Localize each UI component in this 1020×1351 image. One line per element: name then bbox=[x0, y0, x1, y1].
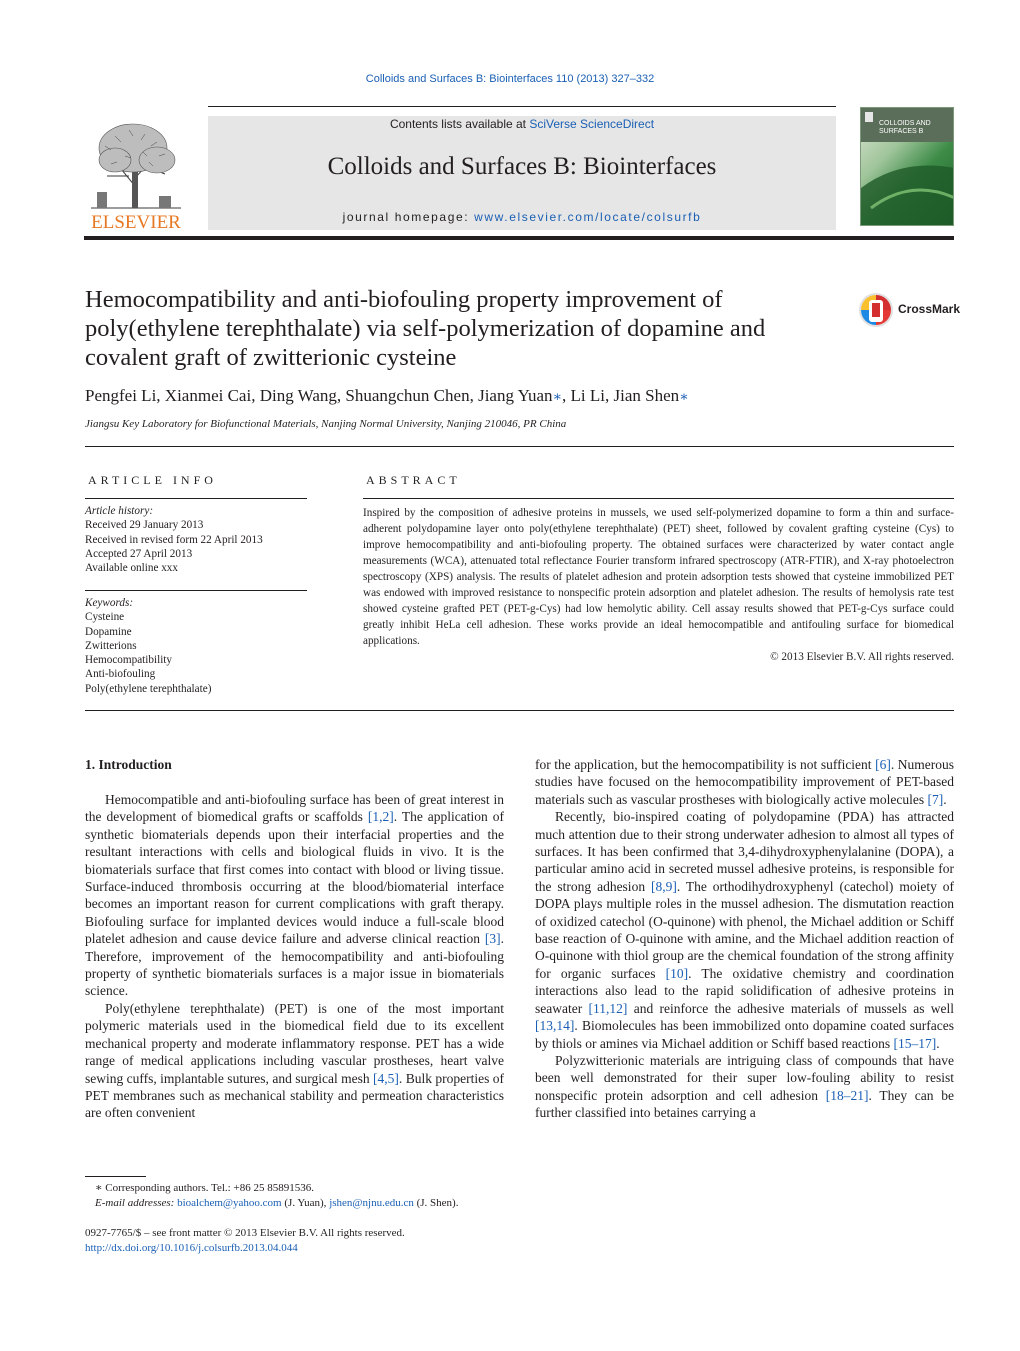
history-received: Received 29 January 2013 bbox=[85, 519, 204, 532]
article-info-rule bbox=[85, 498, 307, 499]
citation-link[interactable]: [13,14] bbox=[535, 1018, 575, 1034]
corresponding-author-marker[interactable]: ∗ bbox=[679, 390, 689, 405]
history-accepted: Accepted 27 April 2013 bbox=[85, 547, 193, 560]
email-owner: (J. Shen). bbox=[413, 1197, 459, 1209]
paragraph bbox=[535, 808, 954, 1052]
paragraph-text: . They can be further classified into betaines carrying a bbox=[535, 1087, 954, 1121]
citation-link[interactable]: [11,12] bbox=[588, 1000, 628, 1016]
paragraph-text: . Biomolecules has been immobilized onto dopamine coated surfaces by thiols or amines via Michael addition or Schiff based reactions bbox=[535, 1018, 954, 1051]
citation-link[interactable]: [7] bbox=[927, 791, 944, 807]
email-owner: (J. Yuan), bbox=[281, 1197, 330, 1209]
paragraph-text: for the application, but the hemocompatibility is not sufficient bbox=[535, 757, 876, 772]
elsevier-logo[interactable] bbox=[85, 116, 187, 232]
abstract-body bbox=[363, 505, 954, 665]
paragraph bbox=[535, 1052, 954, 1122]
paragraph-text: . The orthodihydroxyphenyl (catechol) moiety of DOPA plays multiple roles in the mussel adhesion. The dismutation reaction of oxidized catechol (O-quinone) with phenol, the Michael addition or Schiff base reaction of O-quinone with amine, and the Michael addition reaction of O-quinone with thiol group are the chemical foundation of the strong affinity for organic surfaces bbox=[535, 878, 954, 981]
keywords-label: Keywords: bbox=[85, 597, 134, 609]
journal-title: Colloids and Surfaces B: Biointerfaces bbox=[327, 153, 717, 180]
issn-line: 0927-7765/$ – see front matter © 2013 Elsevier B.V. All rights reserved. bbox=[85, 1227, 405, 1239]
paragraph-text: Poly(ethylene terephthalate) (PET) is one of the most important polymeric materials used in the biomedical field due to its excellent mechanical property and moderate inflammatory response. PET has a wide range of medical applications including vascular prostheses, heart valve sewing cuffs, implantable sutures, and surgical mesh bbox=[85, 1000, 504, 1086]
paragraph-text: Polyzwitterionic materials are intriguing class of compounds that have been well demonstrated for their super low-fouling ability to resist nonspecific protein adsorption and cell adhesion bbox=[535, 1052, 954, 1103]
title-divider bbox=[85, 446, 954, 447]
keyword: Dopamine bbox=[85, 625, 132, 638]
crossmark-label: CrossMark bbox=[898, 302, 961, 316]
abstract-heading: ABSTRACT bbox=[366, 473, 461, 487]
author[interactable]: Jian Shen bbox=[613, 386, 680, 405]
paragraph-text: . bbox=[943, 791, 947, 807]
citation-link[interactable]: [15–17] bbox=[893, 1035, 937, 1051]
keywords-rule bbox=[85, 590, 307, 591]
keyword: Hemocompatibility bbox=[85, 654, 172, 667]
footnote-rule bbox=[85, 1176, 146, 1177]
paragraph-text: Hemocompatible and anti-biofouling surface has been of great interest in the development of biomedical grafts or scaffolds bbox=[85, 792, 504, 825]
author[interactable]: Xianmei Cai bbox=[164, 386, 252, 405]
author[interactable]: Pengfei Li bbox=[85, 386, 157, 405]
sciencedirect-link[interactable]: SciVerse ScienceDirect bbox=[529, 117, 655, 131]
paragraph bbox=[535, 756, 954, 808]
email-link[interactable]: bioalchem@yahoo.com bbox=[177, 1197, 282, 1209]
keyword: Anti-biofouling bbox=[85, 668, 156, 681]
corresponding-author-marker[interactable]: ∗ bbox=[552, 390, 563, 405]
paragraph-text: . bbox=[936, 1035, 940, 1051]
citation-link[interactable]: [18–21] bbox=[825, 1087, 869, 1103]
elsevier-wordmark: ELSEVIER bbox=[91, 212, 181, 232]
cover-title: COLLOIDS AND SURFACES B bbox=[879, 120, 931, 135]
section-heading-introduction: 1. Introduction bbox=[85, 757, 172, 772]
author[interactable]: Shuangchun Chen bbox=[345, 386, 470, 405]
author[interactable]: Li Li bbox=[570, 386, 606, 405]
citation-link[interactable]: [3] bbox=[484, 931, 501, 947]
header-thick-rule bbox=[84, 236, 954, 240]
history-label: Article history: bbox=[85, 505, 154, 517]
citation-link[interactable]: [8,9] bbox=[650, 878, 677, 894]
body-column-left bbox=[85, 791, 504, 1122]
author[interactable]: Jiang Yuan bbox=[478, 386, 553, 405]
crossmark-badge[interactable] bbox=[858, 292, 961, 328]
paragraph bbox=[85, 1000, 504, 1122]
email-link[interactable]: jshen@njnu.edu.cn bbox=[329, 1197, 414, 1209]
journal-reference[interactable]: Colloids and Surfaces B: Biointerfaces 110 (2013) 327–332 bbox=[365, 73, 655, 85]
paragraph-text: . Numerous studies have focused on the hemocompatibility improvement of PET-based materials such as vascular prostheses with biologically active molecules bbox=[535, 757, 954, 807]
contents-prefix: Contents lists available at bbox=[389, 117, 530, 131]
author[interactable]: Ding Wang bbox=[259, 386, 337, 405]
keyword: Poly(ethylene terephthalate) bbox=[85, 682, 212, 695]
citation-link[interactable]: [4,5] bbox=[373, 1070, 399, 1086]
abstract-bottom-rule bbox=[85, 710, 954, 711]
contents-line bbox=[208, 117, 836, 131]
paragraph-text: . Therefore, improvement of the hemocompatibility and anti-biofouling property of synthetic biomaterials surfaces is a major issue in biomaterials science. bbox=[85, 931, 504, 999]
keyword: Zwitterions bbox=[85, 639, 137, 652]
journal-cover-image[interactable] bbox=[860, 107, 954, 226]
paragraph-text: . The application of synthetic biomaterials depends upon their interfacial properties and the resultant interactions with cells and biological fluids in vivo. It is the biomaterials surface that first comes into contact with blood or living tissue. Surface-induced thrombosis occurring at the blood/biomaterial interface becomes an important reason for current complications with graft therapy. Biofouling surface for implanted devices would induce a full-scale blood platelet adhesion and cause device failure and adverse clinical reaction bbox=[85, 809, 505, 947]
citation-link[interactable]: [6] bbox=[875, 757, 891, 772]
affiliation: Jiangsu Key Laboratory for Biofunctional Materials, Nanjing Normal University, Nanjing 210046, PR China bbox=[85, 418, 567, 430]
body-column-right bbox=[535, 756, 954, 1122]
keyword: Cysteine bbox=[85, 611, 125, 624]
history-online: Available online xxx bbox=[85, 562, 178, 575]
keywords-block bbox=[85, 596, 307, 696]
corresponding-authors-note: ∗ Corresponding authors. Tel.: +86 25 85891536. bbox=[95, 1182, 314, 1194]
paragraph bbox=[85, 791, 504, 1000]
top-rule bbox=[208, 106, 836, 107]
abstract-text: Inspired by the composition of adhesive proteins in mussels, we used self-polymerized dopamine to form a thin and surface-adherent polydopamine layer onto poly(ethylene terephthalate) (PET) sheet, followed by covalent grafting cysteine (Cys) to improve hemocompatibility and anti-biofouling property. The obtained surfaces were characterized by water contact angle measurements (WCA), attenuated total reflectance Fourier transform infrared spectroscopy (ATR-FTIR), and X-ray photoelectron spectroscopy (XPS) analysis. The results of platelet adhesion and protein adsorption tests showed that cysteine immobilized PET was endowed with improved resistance to nonspecific protein adsorption and platelet adhesion. The results of hemolysis rate test showed cysteine grafted PET (PET-g-Cys) had low hemolytic ability. Cell assay results showed that PET-g-Cys surface could greatly inhibit HeLa cell adhesion. These works provide an ideal hemocompatible and antifouling surface for biomedical applications. bbox=[363, 507, 954, 647]
paragraph-text: . The oxidative chemistry and coordination interactions also lead to the rapid solidification of adhesive proteins in seawater bbox=[535, 965, 954, 1016]
elsevier-tree-icon bbox=[85, 116, 187, 232]
doi-link[interactable]: http://dx.doi.org/10.1016/j.colsurfb.2013.04.044 bbox=[85, 1242, 298, 1254]
citation-link[interactable]: [1,2] bbox=[367, 809, 394, 825]
paragraph-text: . Bulk properties of PET membranes such as mechanical stability and permeation characteristics are often convenient bbox=[85, 1070, 504, 1121]
history-revised: Received in revised form 22 April 2013 bbox=[85, 533, 263, 546]
issn-footnote bbox=[85, 1226, 585, 1256]
email-addresses bbox=[95, 1196, 515, 1211]
homepage-prefix: journal homepage: bbox=[342, 210, 475, 224]
homepage-link[interactable]: www.elsevier.com/locate/colsurfb bbox=[474, 210, 702, 224]
crossmark-icon bbox=[858, 292, 894, 328]
article-title: Hemocompatibility and anti-biofouling property improvement of poly(ethylene terephthalate) via self-polymerization of dopamine and covalent graft of zwitterionic cysteine bbox=[85, 286, 766, 371]
paragraph-text: Recently, bio-inspired coating of polydopamine (PDA) has attracted much attention due to their strong underwater adhesion to almost all types of surfaces. It has been confirmed that 3,4-dihydroxyphenylalanine (DOPA), a particular amino acid in secreted mussel adhesive proteins, is responsible for the strong adhesion bbox=[535, 809, 954, 894]
citation-link[interactable]: [10] bbox=[665, 965, 689, 981]
author-list: Pengfei Li, Xianmei Cai, Ding Wang, Shuangchun Chen, Jiang Yuan∗, Li Li, Jian Shen∗ bbox=[85, 386, 689, 405]
paragraph-text: and reinforce the adhesive materials of mussels as well bbox=[627, 1000, 955, 1016]
abstract-rule bbox=[363, 498, 954, 499]
journal-homepage bbox=[208, 210, 836, 224]
article-history bbox=[85, 504, 307, 575]
corresponding-footnote bbox=[95, 1181, 515, 1211]
article-info-heading: ARTICLE INFO bbox=[88, 473, 217, 487]
email-label: E-mail addresses: bbox=[95, 1197, 178, 1209]
abstract-copyright: © 2013 Elsevier B.V. All rights reserved. bbox=[770, 651, 954, 663]
